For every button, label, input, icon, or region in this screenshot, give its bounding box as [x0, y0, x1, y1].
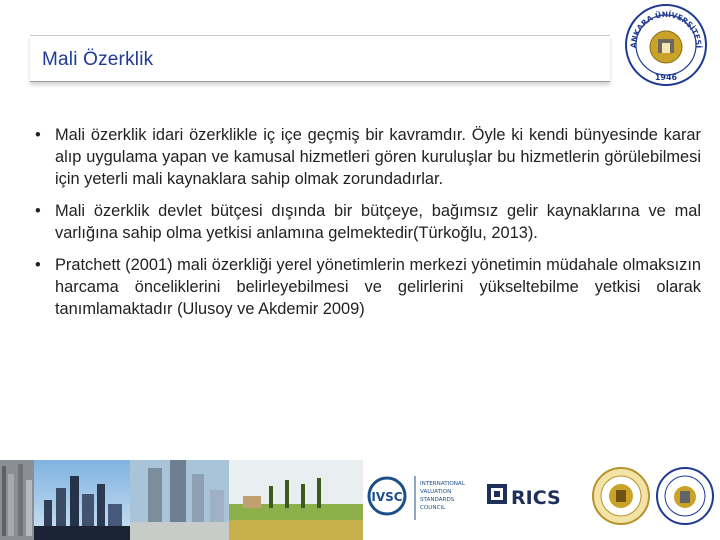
- svg-text:STANDARDS: STANDARDS: [420, 497, 455, 503]
- bullet-list: [33, 124, 701, 330]
- footer-logos: [363, 460, 720, 540]
- footer-countryside-photo: [229, 460, 363, 540]
- footer-strip-image: [0, 460, 34, 540]
- rics-logo: [487, 484, 561, 509]
- bullet-item: • Mali özerklik devlet bütçesi dışında bir bütçeye, bağımsız gelir kaynaklarına ve mal varlığına sahip olma yetkisi anlamına gelmektedir(Türkoğlu, 2013).: [33, 200, 701, 244]
- svg-text:RICS: RICS: [511, 487, 561, 509]
- svg-text:IVSC: IVSC: [371, 490, 403, 504]
- slide-title: Mali Özerklik: [42, 49, 154, 70]
- svg-text:VALUATION: VALUATION: [420, 489, 452, 495]
- ankara-university-seal-small-logo: [657, 468, 713, 524]
- footer-towers-photo: [130, 460, 229, 540]
- svg-text:COUNCIL: COUNCIL: [420, 505, 446, 511]
- bullet-item: • Mali özerklik idari özerklikle iç içe geçmiş bir kavramdır. Öyle ki kendi bünyesinde karar alıp uygulama yapan ve kamusal hizmetleri gören kuruluşlar bu hizmetlerin görülebilmesi için yeterli mali kaynaklara sahip olmak zorundadırlar.: [33, 124, 701, 190]
- footer-banner: [0, 460, 720, 540]
- footer-city-photo: [34, 460, 130, 540]
- gold-seal-logo: [593, 468, 649, 524]
- title-bar: [30, 35, 610, 82]
- svg-text:ANKARA ÜNİVERSİTESİ: ANKARA ÜNİVERSİTESİ: [628, 9, 704, 49]
- bullet-item: • Pratchett (2001) mali özerkliği yerel yönetimlerin merkezi yönetimin müdahale olmaksızın harcama önceliklerini belirleyebilmesi ve gelirlerini yükseltebilme yetkisi olarak tanımlamaktadır (Ulusoy ve Akdemir 2009): [33, 254, 701, 320]
- svg-text:INTERNATIONAL: INTERNATIONAL: [420, 481, 465, 487]
- ivsc-logo: [369, 476, 466, 520]
- ankara-university-seal-logo: [624, 3, 708, 87]
- svg-text:1946: 1946: [654, 73, 678, 82]
